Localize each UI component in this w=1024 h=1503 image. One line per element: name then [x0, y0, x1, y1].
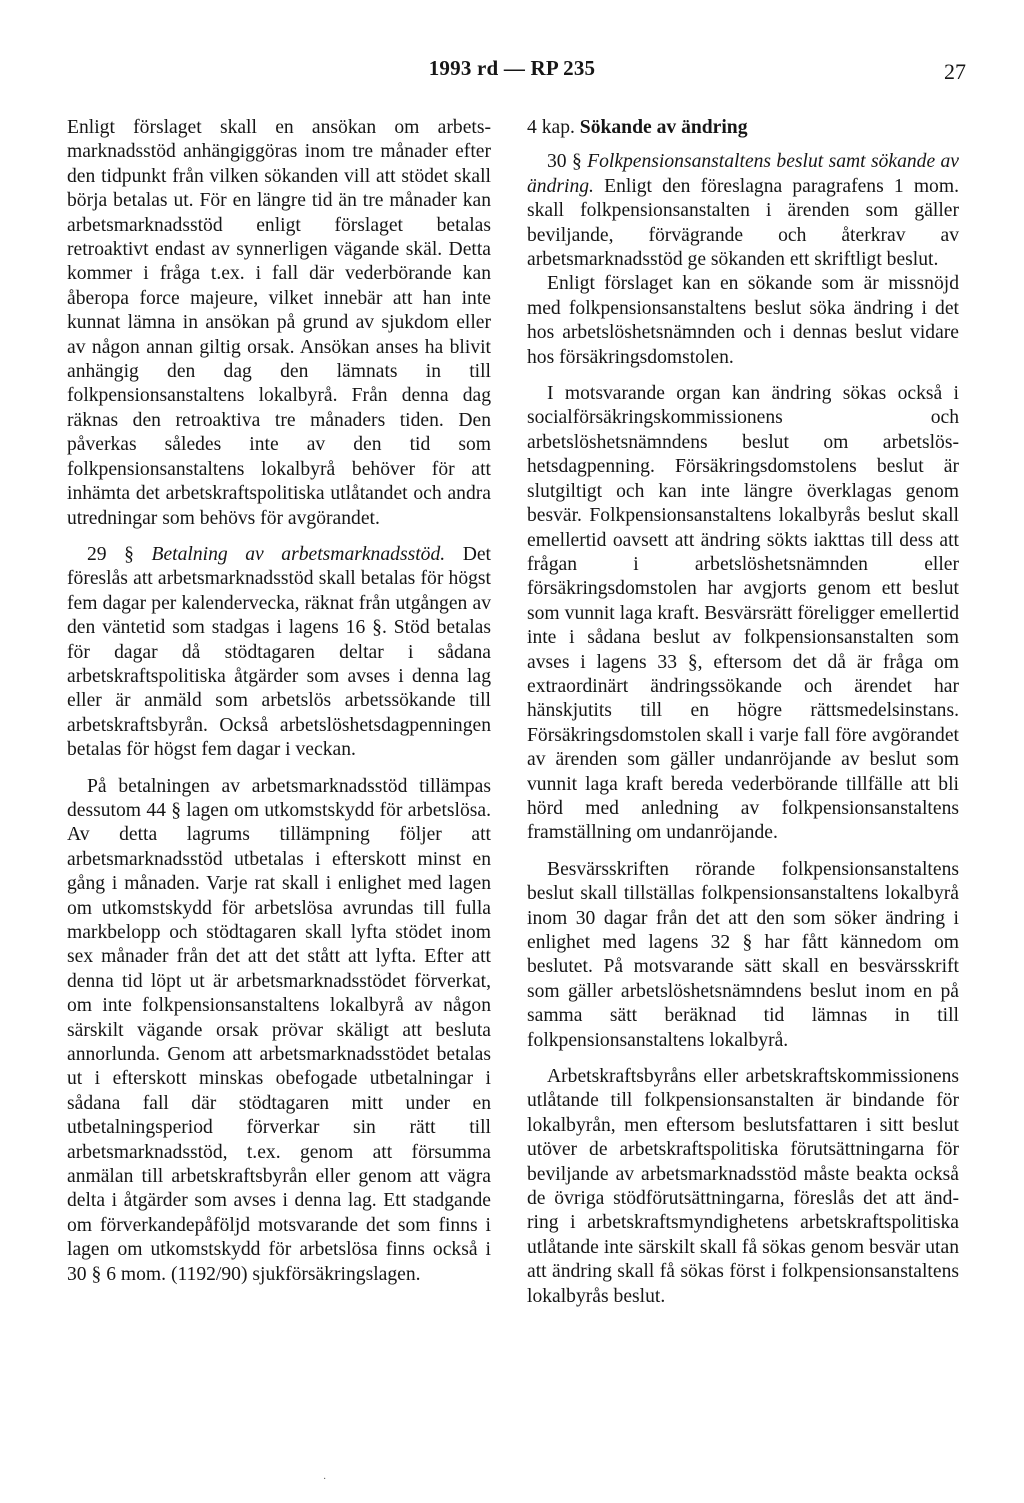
- paragraph-payment-rules: På betalningen av arbetsmarknadsstöd tillämpas dessutom 44 § lagen om utkomstskydd för arbetslösa. Av detta lagrums tillämpning följer att arbetsmarknadsstöd utbetalas i efterskott minst en gång i månaden. Varje rat skall i enlighet med lagen om utkomstskydd för arbetslösa avrundas till fulla markbelopp och stödtagaren skall lyfta stödet inom sex månader från det att det stått att lyfta. Efter att denna tid löpt ut är arbetsmarknadsstödet förverkat, om inte folkpensionsanstaltens lokalbyrå av någon särskilt vägande orsak prövar skäligt att besluta annorlunda. Genom att arbetsmarknadsstödet betalas ut i efterskott minskas obefogade utbetalningar i sådana fall där stödtagaren mitt under en utbetalningsperiod förverkar sin rätt till arbetsmarknadsstöd, t.ex. genom att försumma anmälan till arbetskraftsbyrån eller genom att vägra delta i åtgärder som avses i denna lag. Ett stadgande om förverkandepåföljd motsvarande det som finns i lagen om utkomstskydd för arbetslösa finns också i 30 § 6 mom. (1192/90) sjukförsäkringslagen.: [67, 775, 491, 1285]
- section-29-body: Det föreslås att arbetsmarknadsstöd skall betalas för högst fem dagar per kalendervecka, räknat från utgången av den väntetid som stadgas i lagens 16 §. Stöd betalas för dagar då stödtagaren deltar i sådana arbetskraftspolitiska åtgärder som avses i denna lag eller är anmäld som arbetslös arbetssökande till arbetskraftsbyrån. Också arbetslöshetsdagpenningen betalas för högst fem dagar i veckan.: [67, 543, 491, 761]
- page-header: [0, 56, 1024, 96]
- paragraph-corresponding-bodies: I motsvarande organ kan ändring sökas också i socialförsäkringskommissionens och arbetslöshetsnämndens beslut om arbetslöshetsdagpenning. Försäkringsdomstolens beslut är slutgiltigt och kan inte längre överklagas genom besvär. Folkpensionsanstaltens lokalbyrås beslut skall emellertid oavsett att ändring sökts iakttas till dess att frågan i arbetslöshetsnämnden eller försäkringsdomstolen har avgjorts genom ett beslut som vunnit laga kraft. Besvärsrätt föreligger emellertid inte i sådana beslut av folkpensionsanstalten som avses i lagens 33 §, eftersom det då är fråga om extraordinärt ändringssökande och ärendet har hänskjutits till en högre rättsmedelsinstans. Försäkringsdomstolen skall i varje fall före avgörandet av ärenden som gäller undanröjande av beslut som vunnit laga kraft bereda vederbörande tillfälle att bli hörd med anledning av folkpensionsanstaltens framställning om undanröjande.: [527, 383, 959, 844]
- right-column: [527, 116, 959, 1309]
- page-number: 27: [944, 59, 966, 84]
- chapter-title: Sökande av ändring: [579, 117, 748, 138]
- paragraph-section-29: [67, 543, 491, 763]
- paragraph-appeal-route: Enligt förslaget kan en sökande som är missnöjd med folkpensionsanstaltens beslut söka ändring i det hos arbetslöshetsnämnden och i dennas beslut vidare hos försäkringsdomstolen.: [527, 273, 959, 368]
- stray-mark: ·: [323, 1474, 327, 1485]
- left-column: [67, 116, 491, 1287]
- section-30-body: Enligt den föreslagna paragrafens 1 mom. skall folkpensionsanstalten i ärenden som gäller beviljande, förvägrande och återkrav av arbetsmarknadsstöd ge sökanden ett skriftligt beslut.: [527, 175, 959, 271]
- chapter-prefix: 4 kap.: [527, 117, 580, 138]
- section-30-number: 30 §: [547, 151, 588, 173]
- chapter-heading: [527, 116, 959, 140]
- section-30-title: Folkpensionsanstaltens beslut samt sökande av ändring.: [527, 151, 960, 197]
- paragraph-application-timing: Enligt förslaget skall en ansökan om arbetsmarknadsstöd anhängiggöras inom tre månader efter den tidpunkt från vilken sökanden vill att stödet skall börja betalas ut. För en längre tid än tre månader kan arbetsmarknadsstöd enligt förslaget betalas retroaktivt endast av synnerligen vägande skäl. Detta kommer i fråga t.ex. i fall där vederbörande kan åberopa force majeure, vilket innebär att han inte kunnat lämna in ansökan på grund av sjukdom eller av någon annan giltig orsak. Ansökan anses ha blivit anhängig den dag den lämnats in till folkpensionsanstaltens lokalbyrå. Från denna dag räknas den retroaktiva tre månaders tiden. Den påverkas således inte av den tid som folkpensionsanstaltens lokalbyrå behöver för att inhämta det arbetskraftspolitiska utlåtandet och andra utredningar som behövs för avgörandet.: [67, 117, 491, 529]
- paragraph-appeal-deadline: Besvärsskriften rörande folkpensionsanstaltens beslut skall tillställas folkpensionsanstaltens lokalbyrå inom 30 dagar från det att den som söker ändring i enlighet med lagens 32 § har fått kännedom om beslutet. På motsvarande sätt skall en besvärsskrift som gäller arbetslöshetsnämndens beslut inom en på samma sätt beräknad tid lämnas in till folkpensionsanstaltens lokalbyrå.: [527, 858, 959, 1051]
- section-29-number: 29 §: [87, 543, 152, 565]
- section-29-title: Betalning av arbetsmarknadsstöd.: [151, 543, 446, 565]
- paragraph-section-30: [527, 150, 959, 272]
- paragraph-binding-statement: Arbetskraftsbyråns eller arbetskraftskommissionens utlåtande till folkpensionsanstalten är bindande för lokalbyrån, men eftersom beslutsfattaren i sitt beslut utöver de arbetskraftspolitiska förutsättningarna för beviljande av arbetsmarknadsstöd måste beakta också de övriga stödförutsättningarna, föreslås det att ändring i arbetskraftsmyndighetens arbetskraftspolitiska utlåtande inte särskilt skall få sökas genom besvär utan att ändring skall få sökas först i folkpensionsanstaltens lokalbyrås beslut.: [527, 1066, 959, 1307]
- running-title: 1993 rd — RP 235: [428, 56, 596, 80]
